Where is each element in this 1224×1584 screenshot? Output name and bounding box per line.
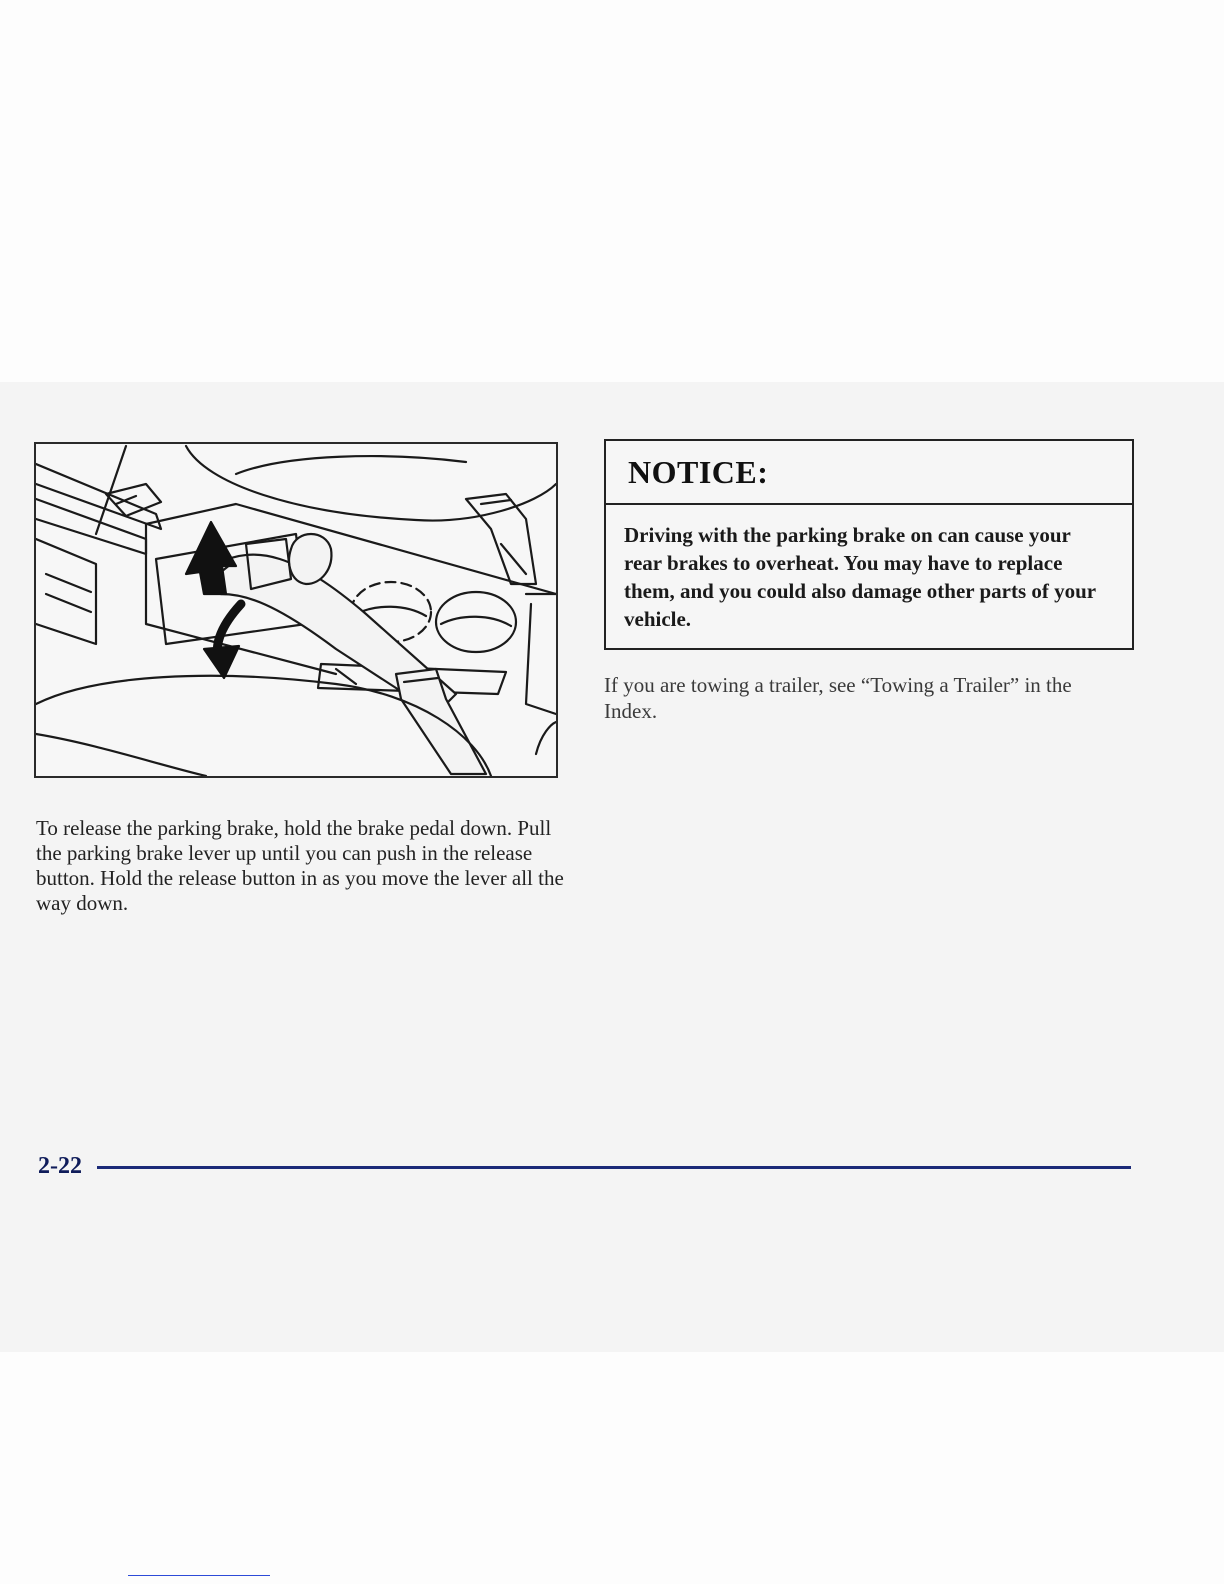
release-instructions: To release the parking brake, hold the brake pedal down. Pull the parking brake lever up until you can push in the release button. Hold the release button in as you move the lever all the way down. <box>36 816 564 915</box>
towing-reference: If you are towing a trailer, see “Towing a Trailer” in the Index. <box>604 673 1072 723</box>
notice-body: Driving with the parking brake on can cause your rear brakes to overheat. You may have to replace them, and you could also damage other parts of your vehicle. <box>624 523 1096 631</box>
page-number: 2-22 <box>38 1153 82 1179</box>
notice-box <box>604 439 1134 650</box>
notice-title: NOTICE: <box>628 453 769 490</box>
parking-brake-illustration <box>34 442 558 778</box>
bottom-divider <box>128 1575 270 1576</box>
notice-header <box>606 441 1132 505</box>
footer-rule <box>97 1166 1131 1169</box>
